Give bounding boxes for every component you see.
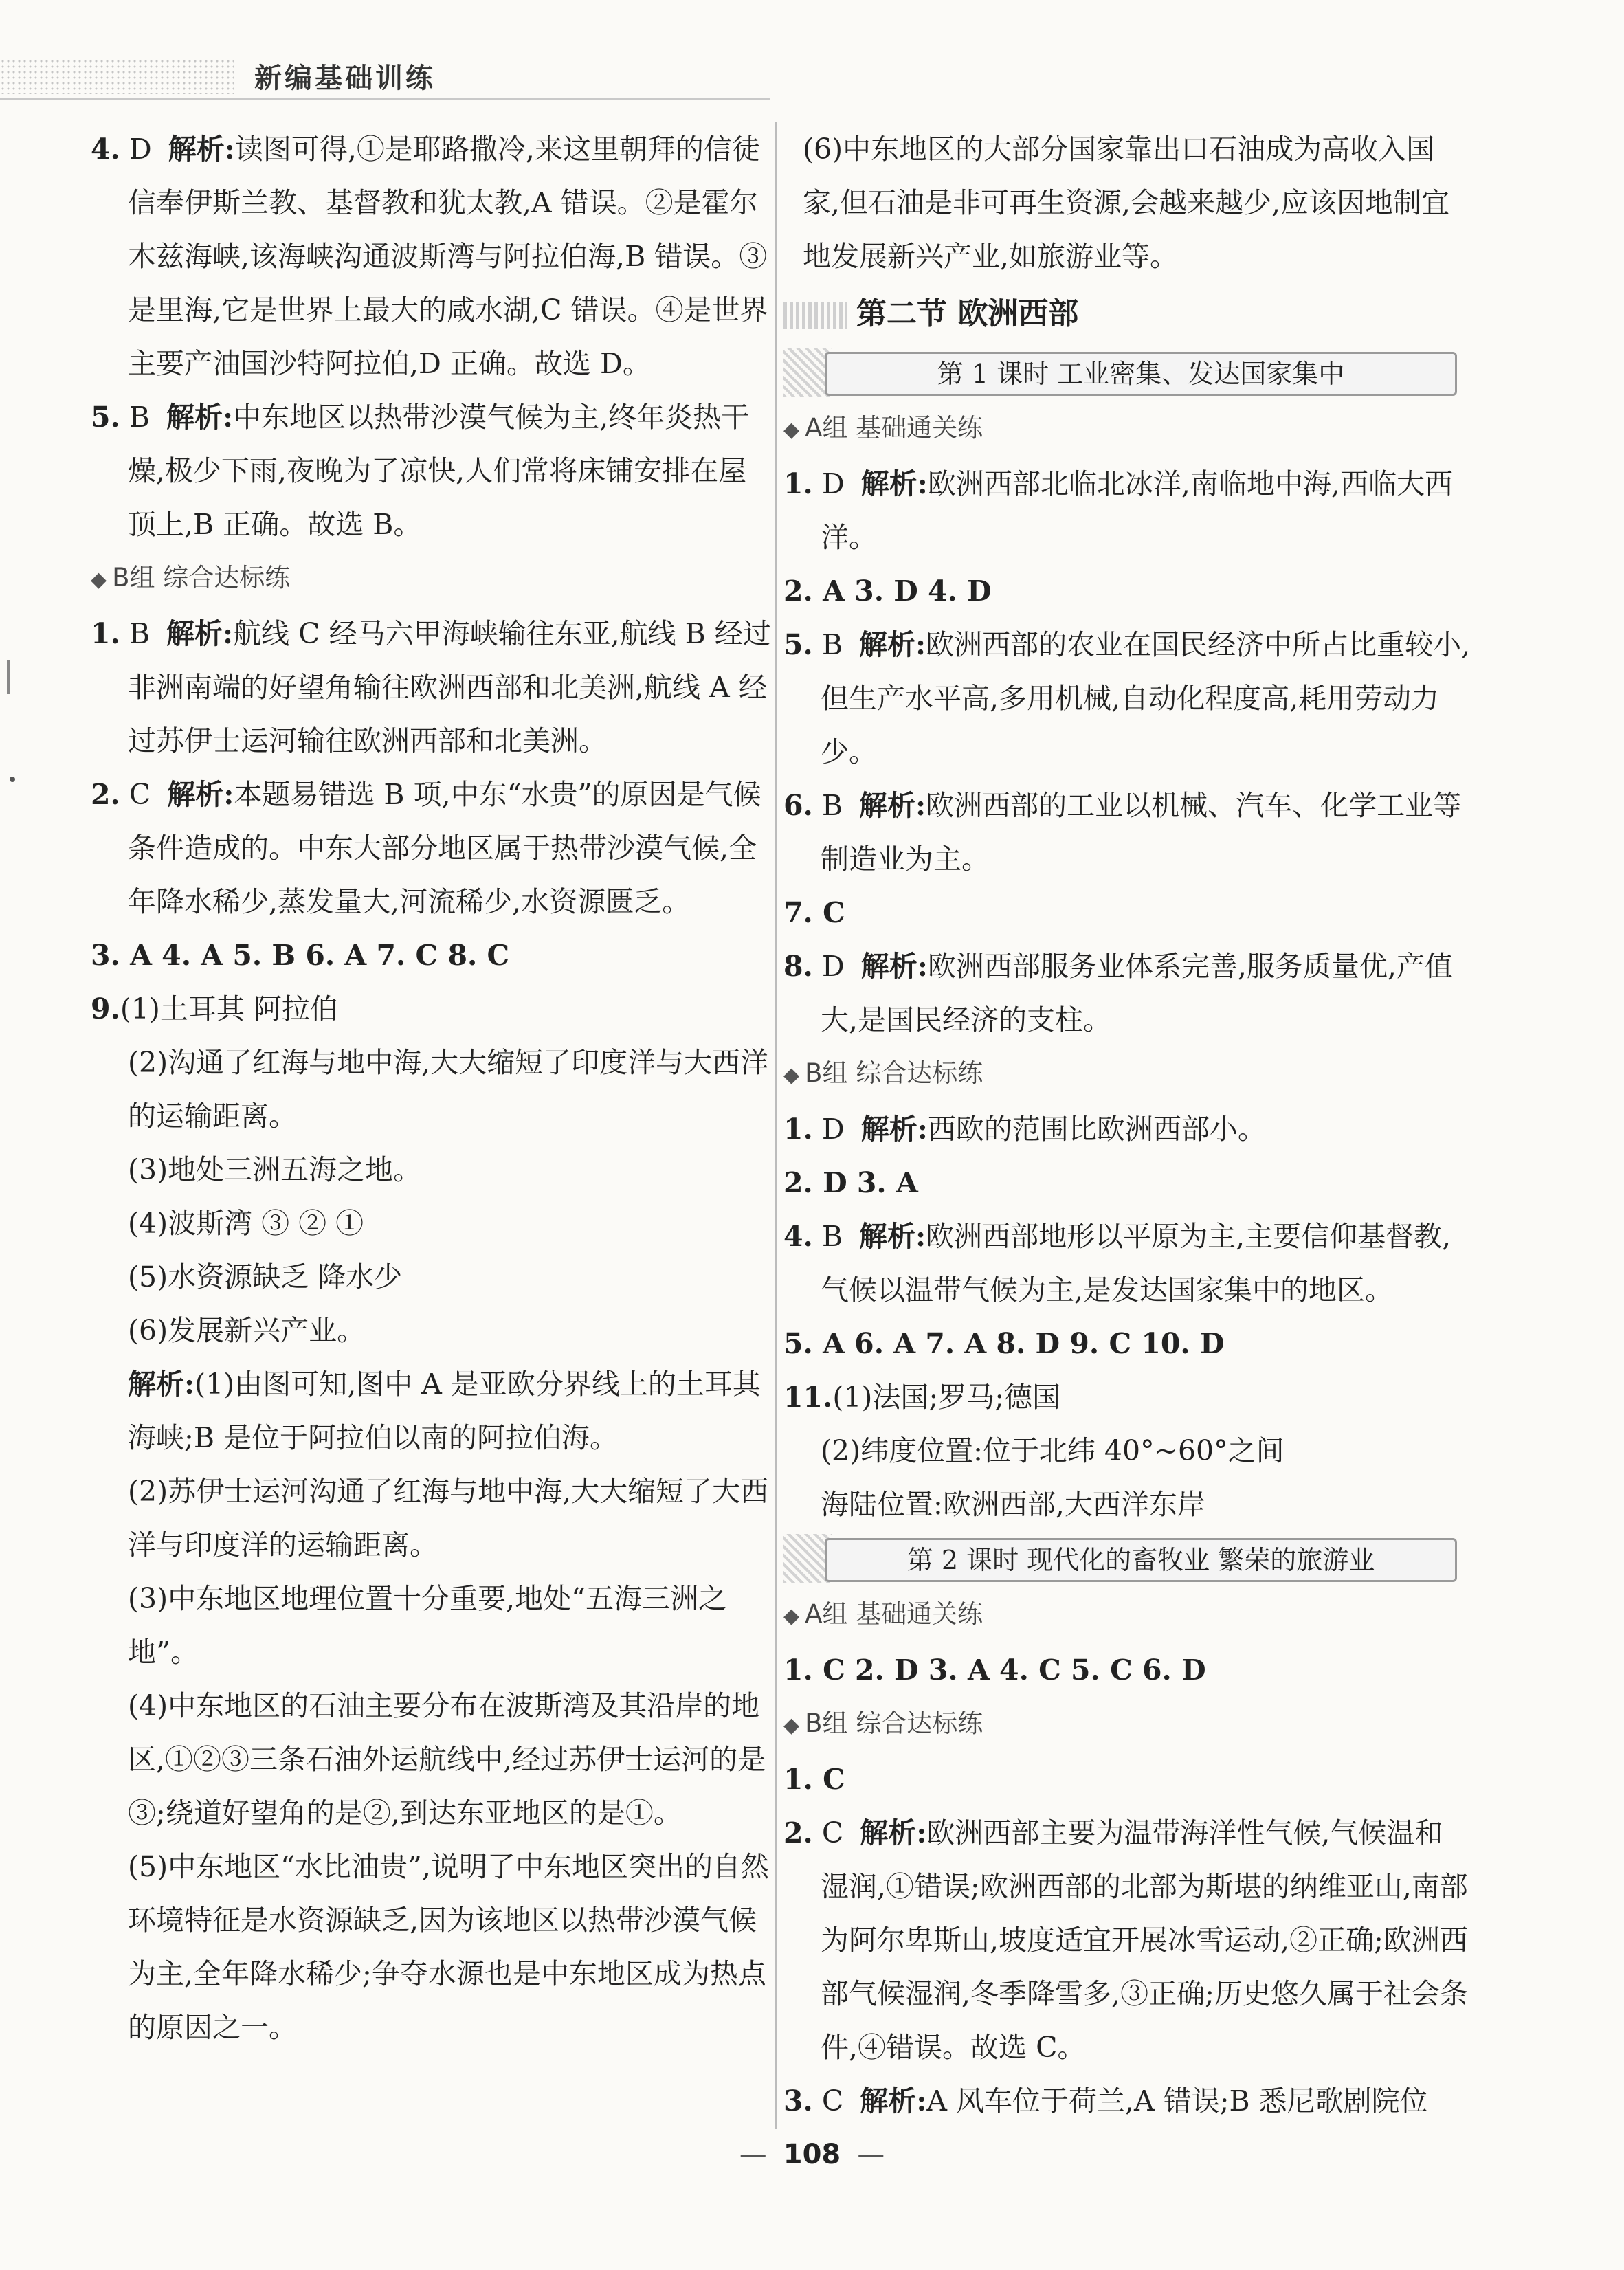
- item-answer: B: [129, 401, 150, 434]
- item-number: 1.: [91, 617, 120, 650]
- item-answer: C: [821, 2084, 844, 2117]
- item-answer: C: [129, 778, 151, 811]
- analysis-label: 解析:: [128, 1368, 195, 1401]
- group-label: A组 基础通关练: [805, 1599, 983, 1629]
- analysis-paragraph: (2)苏伊士运河沟通了红海与地中海,大大缩短了大西洋与印度洋的运输距离。: [128, 1475, 769, 1561]
- group-heading: [783, 1588, 1471, 1643]
- analysis-paragraph: (5)中东地区“水比油贵”,说明了中东地区突出的自然环境特征是水资源缺乏,因为该地区以热带沙漠气候为主,全年降水稀少;争夺水源也是中东地区成为热点的原因之一。: [128, 1850, 770, 2044]
- group-heading: [783, 1047, 1471, 1102]
- margin-dot: [10, 777, 15, 782]
- item-answer: D: [821, 950, 845, 983]
- right-column: [783, 122, 1471, 2128]
- answer-row: 2. A 3. D 4. D: [783, 575, 992, 608]
- analysis-paragraph: (6)中东地区的大部分国家靠出口石油成为高收入国家,但石油是非可再生资源,会越来越少,应该因地制宜地发展新兴产业,如旅游业等。: [803, 133, 1450, 273]
- book-title: 新编基础训练: [254, 62, 436, 94]
- analysis-text: 欧洲西部服务业体系完善,服务质量优,产值大,是国民经济的支柱。: [821, 950, 1453, 1036]
- analysis-text: 航线 C 经马六甲海峡输往东亚,航线 B 经过非洲南端的好望角输往欧洲西部和北美洲,航线 A 经过苏伊士运河输往欧洲西部和北美洲。: [128, 617, 771, 757]
- group-heading: [783, 1697, 1471, 1752]
- item-number: 5.: [783, 628, 813, 661]
- analysis-label: 解析:: [859, 628, 926, 661]
- answer-row: 1. C: [783, 1763, 845, 1796]
- header-dot-pattern: [0, 58, 234, 94]
- analysis-label: 解析:: [166, 401, 234, 434]
- section-bar-icon: [783, 302, 847, 329]
- sub-answer: (2)沟通了红海与地中海,大大缩短了印度洋与大西洋的运输距离。: [128, 1046, 769, 1133]
- answer-row: 1. C 2. D 3. A 4. C 5. C 6. D: [783, 1654, 1206, 1687]
- page-number: [0, 2139, 1624, 2170]
- answer-item: [91, 607, 771, 768]
- answer-item: [91, 768, 771, 928]
- lesson-title: 第 1 课时 工业密集、发达国家集中: [825, 352, 1457, 396]
- answer-item: [783, 1370, 1471, 1424]
- sub-answer: (6)发展新兴产业。: [128, 1314, 366, 1347]
- diamond-icon: ◆: [91, 568, 107, 592]
- diamond-icon: ◆: [783, 1713, 800, 1737]
- item-answer: D: [821, 467, 845, 500]
- item-answer: D: [821, 1113, 845, 1146]
- diamond-icon: ◆: [783, 418, 800, 442]
- item-number: 6.: [783, 789, 813, 822]
- sub-answer: (4)波斯湾 ③ ② ①: [128, 1207, 364, 1240]
- diamond-icon: ◆: [783, 1063, 800, 1087]
- analysis-text: 欧洲西部的工业以机械、汽车、化学工业等制造业为主。: [821, 789, 1462, 876]
- section-heading: [783, 283, 1471, 345]
- sub-answer: 海陆位置:欧洲西部,大西洋东岸: [821, 1488, 1205, 1521]
- answer-row: 5. A 6. A 7. A 8. D 9. C 10. D: [783, 1327, 1225, 1360]
- analysis-label: 解析:: [860, 1816, 927, 1849]
- analysis-text: 西欧的范围比欧洲西部小。: [927, 1113, 1266, 1146]
- analysis-text: 中东地区以热带沙漠气候为主,终年炎热干燥,极少下雨,夜晚为了凉快,人们常将床铺安排在屋顶上,B 正确。故选 B。: [128, 401, 750, 541]
- analysis-label: 解析:: [860, 1113, 928, 1146]
- analysis-text: A 风车位于荷兰,A 错误;B 悉尼歌剧院位: [926, 2084, 1428, 2117]
- section-title: 第二节 欧洲西部: [856, 296, 1079, 331]
- item-answer: B: [129, 617, 150, 650]
- item-answer: B: [821, 628, 843, 661]
- lesson-heading: [783, 1534, 1471, 1583]
- answer-item: [783, 2074, 1471, 2128]
- sub-answer: (3)地处三洲五海之地。: [128, 1153, 422, 1186]
- analysis-paragraph: (4)中东地区的石油主要分布在波斯湾及其沿岸的地区,①②③三条石油外运航线中,经过苏伊士运河的是③;绕道好望角的是②,到达东亚地区的是①。: [128, 1689, 766, 1829]
- analysis-paragraph: [91, 1357, 771, 1465]
- analysis-text: (1)由图可知,图中 A 是亚欧分界线上的土耳其海峡;B 是位于阿拉伯以南的阿拉伯海。: [128, 1368, 761, 1454]
- analysis-label: 解析:: [166, 617, 234, 650]
- diamond-icon: ◆: [783, 1604, 800, 1628]
- item-number: 3.: [783, 2084, 813, 2117]
- item-number: 9.: [91, 992, 120, 1025]
- answer-item: [91, 982, 771, 1036]
- item-answer: B: [821, 789, 843, 822]
- item-number: 1.: [783, 1113, 813, 1146]
- item-number: 5.: [91, 401, 120, 434]
- item-answer: C: [821, 1816, 844, 1849]
- answer-item: [783, 1210, 1471, 1317]
- analysis-paragraph: (3)中东地区地理位置十分重要,地处“五海三洲之地”。: [128, 1582, 727, 1669]
- answer-item: [783, 939, 1471, 1047]
- left-column: [91, 122, 771, 2054]
- sub-answer: (1)土耳其 阿拉伯: [120, 992, 338, 1025]
- analysis-label: 解析:: [860, 2084, 927, 2117]
- item-number: 2.: [783, 1816, 813, 1849]
- answer-row: 2. D 3. A: [783, 1166, 918, 1199]
- analysis-label: 解析:: [859, 1220, 926, 1253]
- group-label: A组 基础通关练: [805, 413, 983, 443]
- page-number-value: 108: [783, 2139, 841, 2170]
- answer-row: 3. A 4. A 5. B 6. A 7. C 8. C: [91, 939, 510, 972]
- analysis-label: 解析:: [168, 133, 235, 166]
- answer-item: [783, 779, 1471, 886]
- group-label: B组 综合达标练: [805, 1058, 983, 1088]
- item-number: 8.: [783, 950, 813, 983]
- analysis-text: 读图可得,①是耶路撒冷,来这里朝拜的信徒信奉伊斯兰教、基督教和犹太教,A 错误。②是霍尔木兹海峡,该海峡沟通波斯湾与阿拉伯海,B 错误。③是里海,它是世界上最大的咸水湖,C 错误。④是世界主要产油国沙特阿拉伯,D 正确。故选 D。: [128, 133, 768, 380]
- analysis-label: 解析:: [859, 789, 926, 822]
- header-rule: [0, 98, 770, 100]
- group-heading: [91, 551, 771, 607]
- answer-item: [91, 122, 771, 390]
- group-label: B组 综合达标练: [112, 563, 291, 592]
- analysis-text: 欧洲西部北临北冰洋,南临地中海,西临大西洋。: [821, 467, 1453, 554]
- column-divider: [775, 122, 777, 2129]
- analysis-label: 解析:: [860, 950, 928, 983]
- answer-item: [783, 1806, 1471, 2074]
- item-number: 11.: [783, 1381, 833, 1414]
- item-number: 4.: [91, 133, 120, 166]
- page-header: [0, 0, 1624, 100]
- sub-answer: (1)法国;罗马;德国: [832, 1381, 1061, 1414]
- lesson-title: 第 2 课时 现代化的畜牧业 繁荣的旅游业: [825, 1538, 1457, 1582]
- lesson-heading: [783, 348, 1471, 397]
- analysis-text: 欧洲西部主要为温带海洋性气候,气候温和湿润,①错误;欧洲西部的北部为斯堪的纳维亚山,南部为阿尔卑斯山,坡度适宜开展冰雪运动,②正确;欧洲西部气候湿润,冬季降雪多,③正确;历史悠久属于社会条件,④错误。故选 C。: [821, 1816, 1468, 2064]
- analysis-label: 解析:: [167, 778, 234, 811]
- sub-answer: (2)纬度位置:位于北纬 40°~60°之间: [821, 1434, 1284, 1467]
- analysis-text: 本题易错选 B 项,中东“水贵”的原因是气候条件造成的。中东大部分地区属于热带沙漠气候,全年降水稀少,蒸发量大,河流稀少,水资源匮乏。: [128, 778, 761, 918]
- item-answer: D: [129, 133, 152, 166]
- answer-item: [783, 618, 1471, 779]
- analysis-text: 欧洲西部的农业在国民经济中所占比重较小,但生产水平高,多用机械,自动化程度高,耗用劳动力少。: [821, 628, 1471, 768]
- group-label: B组 综合达标练: [805, 1709, 983, 1738]
- answer-item: [91, 390, 771, 551]
- answer-item: [783, 457, 1471, 564]
- page-dash: —: [857, 2139, 885, 2170]
- answer-item: [783, 1102, 1471, 1156]
- item-number: 2.: [91, 778, 120, 811]
- group-heading: [783, 401, 1471, 457]
- item-number: 1.: [783, 467, 813, 500]
- answer-row: 7. C: [783, 896, 845, 929]
- item-number: 4.: [783, 1220, 813, 1253]
- analysis-label: 解析:: [860, 467, 928, 500]
- sub-answer: (5)水资源缺乏 降水少: [128, 1260, 403, 1293]
- margin-mark: [7, 660, 10, 694]
- item-answer: B: [821, 1220, 843, 1253]
- page-dash: —: [739, 2139, 767, 2170]
- analysis-text: 欧洲西部地形以平原为主,主要信仰基督教,气候以温带气候为主,是发达国家集中的地区。: [821, 1220, 1451, 1306]
